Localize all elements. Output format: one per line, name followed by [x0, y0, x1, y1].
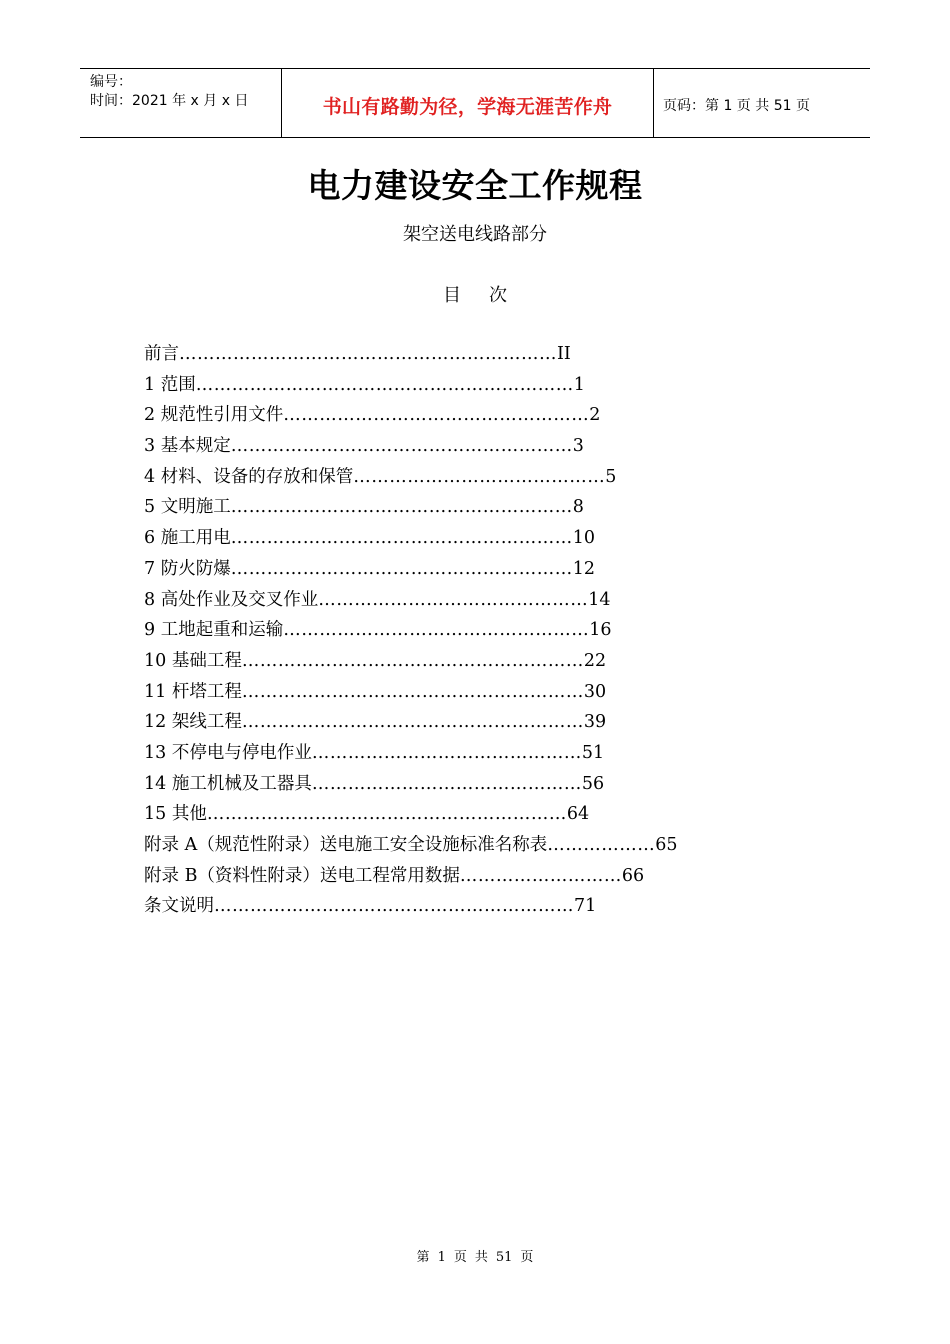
toc-entry-label: 前言 [144, 344, 179, 364]
table-of-contents [144, 339, 864, 922]
toc-entry-leader: …………………………………… [353, 466, 606, 487]
toc-entry[interactable] [144, 677, 864, 708]
toc-entry-leader: ………………………………………………… [230, 528, 573, 549]
toc-entry[interactable] [144, 400, 864, 431]
footer-total-pages: 51 [495, 1250, 513, 1265]
header-motto: 书山有路勤为径，学海无涯苦作舟 [322, 95, 613, 118]
toc-entry-leader: ………………………………………………… [230, 497, 573, 518]
toc-entry-page: 51 [581, 742, 605, 763]
toc-entry-label: 8 高处作业及交叉作业 [144, 589, 319, 610]
toc-entry-page: 64 [566, 804, 590, 825]
toc-entry-label: 4 材料、设备的存放和保管 [144, 466, 354, 487]
footer-current-page: 1 [437, 1250, 446, 1265]
document-title: 电力建设安全工作规程 [307, 166, 643, 205]
toc-entry-leader: ……………………………………………………… [195, 374, 574, 395]
toc-entry-page: II [557, 344, 571, 364]
toc-entry-label: 附录 A（规范性附录）送电施工安全设施标准名称表 [144, 835, 548, 855]
toc-entry-page: 16 [589, 620, 612, 641]
toc-entry[interactable] [144, 799, 864, 830]
toc-entry-label: 15 其他 [144, 804, 207, 825]
toc-entry-label: 条文说明 [144, 896, 214, 917]
toc-entry-leader: ………………………………………………… [241, 650, 584, 671]
document-number-label: 编号： [90, 74, 132, 90]
toc-entry-leader: ………………………………………………… [230, 558, 573, 579]
toc-entry[interactable] [144, 523, 864, 554]
toc-entry-page: 39 [583, 712, 607, 733]
toc-entry-page: 2 [589, 405, 601, 426]
toc-entry[interactable] [144, 370, 864, 401]
footer-total-suffix: 页 [520, 1250, 534, 1265]
toc-entry-leader: ……………… [547, 835, 656, 855]
toc-entry[interactable] [144, 891, 864, 922]
toc-entry-page: 65 [655, 835, 678, 855]
footer-total-prefix: 共 [474, 1250, 488, 1265]
toc-entry-page: 22 [583, 650, 607, 671]
toc-entry[interactable] [144, 554, 864, 585]
toc-entry-leader: ………………………………………………… [230, 436, 573, 457]
toc-entry-label: 13 不停电与停电作业 [144, 742, 312, 763]
toc-entry-page: 14 [588, 589, 611, 610]
toc-entry-label: 14 施工机械及工器具 [144, 773, 312, 794]
toc-entry-page: 56 [581, 773, 605, 794]
toc-entry-page: 12 [572, 558, 595, 579]
toc-entry-leader: ………………………………………………… [241, 681, 584, 702]
toc-entry-label: 7 防火防爆 [144, 558, 231, 579]
toc-entry[interactable] [144, 769, 864, 800]
toc-entry[interactable] [144, 585, 864, 616]
toc-entry[interactable] [144, 646, 864, 677]
toc-heading: 目次 [443, 285, 535, 306]
toc-entry-page: 66 [621, 865, 645, 886]
toc-entry[interactable] [144, 431, 864, 462]
toc-entry-page: 5 [605, 466, 617, 487]
toc-entry[interactable] [144, 707, 864, 738]
toc-entry-page: 10 [572, 528, 595, 549]
toc-entry[interactable] [144, 339, 864, 370]
toc-entry-label: 10 基础工程 [144, 650, 242, 671]
toc-entry-label: 3 基本规定 [144, 436, 231, 457]
toc-entry-leader: ……………………………………… [311, 742, 582, 763]
toc-entry[interactable] [144, 738, 864, 769]
toc-entry[interactable] [144, 462, 864, 493]
document-header [80, 68, 870, 138]
document-time-label: 时间：2021 年 x 月 x 日 [90, 93, 249, 109]
toc-entry-page: 71 [574, 896, 597, 917]
toc-entry-leader: ……………………………………… [318, 589, 589, 610]
toc-entry[interactable] [144, 830, 864, 861]
toc-entry-page: 3 [572, 436, 584, 457]
toc-entry-page: 30 [583, 681, 607, 702]
header-motto-cell [281, 69, 654, 137]
document-subtitle: 架空送电线路部分 [403, 224, 547, 245]
toc-entry-leader: ……………………………………… [311, 773, 582, 794]
toc-entry-leader: …………………………………………… [283, 405, 590, 426]
toc-entry-label: 12 架线工程 [144, 712, 242, 733]
toc-entry-label: 11 杆塔工程 [144, 681, 242, 702]
page-footer [0, 1246, 950, 1265]
toc-entry-label: 2 规范性引用文件 [144, 405, 284, 426]
toc-entry-label: 6 施工用电 [144, 528, 231, 549]
toc-entry-page: 8 [572, 497, 584, 518]
toc-entry[interactable] [144, 861, 864, 892]
toc-entry-leader: …………………………………………………… [206, 804, 567, 825]
toc-entry-label: 附录 B（资料性附录）送电工程常用数据 [144, 865, 460, 886]
toc-entry-leader: ……………………… [459, 865, 622, 886]
toc-entry-label: 9 工地起重和运输 [144, 620, 284, 641]
toc-entry-leader: …………………………………………… [283, 620, 590, 641]
header-meta [80, 69, 281, 137]
toc-entry-page: 1 [573, 374, 585, 395]
footer-prefix: 第 [416, 1250, 430, 1265]
toc-entry-leader: …………………………………………………… [214, 896, 574, 917]
toc-entry-leader: ………………………………………………… [241, 712, 584, 733]
footer-page-word: 页 [453, 1250, 467, 1265]
toc-entry-leader: ……………………………………………………… [179, 344, 557, 364]
toc-entry[interactable] [144, 615, 864, 646]
toc-entry-label: 1 范围 [144, 374, 196, 395]
header-page-info: 页码：第 1 页 共 51 页 [663, 98, 810, 114]
header-page-info-cell [654, 69, 870, 137]
toc-entry-label: 5 文明施工 [144, 497, 231, 518]
toc-entry[interactable] [144, 492, 864, 523]
